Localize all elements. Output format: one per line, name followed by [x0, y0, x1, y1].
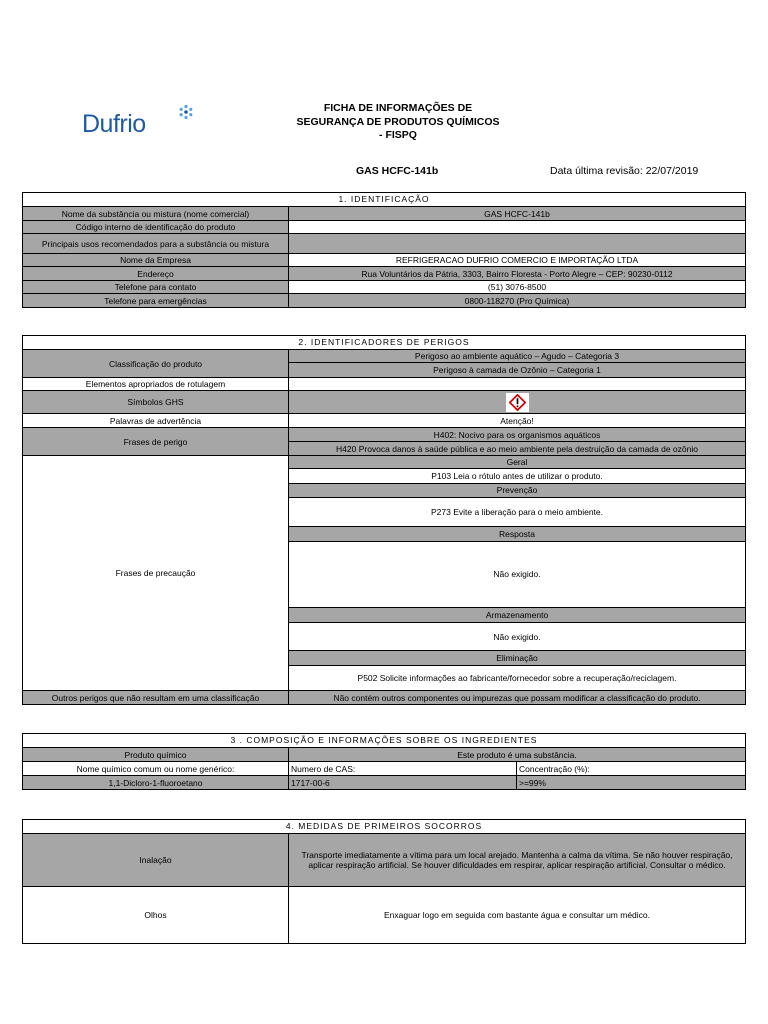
advertencia-label: Palavras de advertência [23, 414, 289, 427]
precaucao-resposta-title: Resposta [289, 527, 745, 542]
classificacao-label: Classificação do produto [23, 350, 289, 377]
table-row [23, 207, 745, 221]
outros-perigos-value: Não contém outros componentes ou impurezas que possam modificar a classificação do produto. [333, 692, 701, 703]
simbolos-label: Símbolos GHS [23, 391, 289, 413]
precaucao-label: Frases de precaução [23, 456, 289, 690]
row-label: Nome da substância ou mistura (nome comercial) [23, 207, 289, 220]
precaucao-eliminacao-text: P502 Solicite informações ao fabricante/fornecedor sobre a recuperação/reciclagem. [289, 666, 745, 690]
revision-date: Data última revisão: 22/07/2019 [550, 165, 699, 177]
table-row [23, 456, 745, 691]
row-label: Telefone para contato [23, 281, 289, 293]
inalacao-label: Inalação [23, 834, 289, 886]
section-composicao [22, 733, 746, 790]
section-2-heading: 2. IDENTIFICADORES DE PERIGOS [23, 336, 745, 350]
rotulagem-label: Elementos apropriados de rotulagem [23, 378, 289, 390]
ghs-exclamation-icon [509, 394, 526, 411]
title-line-3: - FISPQ [379, 129, 417, 141]
section-identificacao [22, 192, 746, 308]
precaucao-armazenamento-text: Não exigido. [289, 623, 745, 651]
table-row [23, 391, 745, 414]
precaucao-prevencao-title: Prevenção [289, 484, 745, 498]
section-4-heading: 4. MEDIDAS DE PRIMEIROS SOCORROS [23, 820, 745, 834]
nome-quimico-value: 1,1-Dicloro-1-fluoroetano [23, 776, 289, 789]
table-row [23, 267, 745, 281]
cas-value: 1717-00-6 [289, 776, 517, 789]
perigo-label: Frases de perigo [23, 428, 289, 455]
table-row [23, 428, 745, 456]
table-row [23, 350, 745, 378]
row-value: GAS HCFC-141b [484, 208, 550, 219]
table-row [23, 762, 745, 776]
table-row [23, 234, 745, 254]
logo-snowflake-icon [178, 104, 194, 120]
inalacao-text: Transporte imediatamente a vítima para um local arejado. Mantenha a calma da vítima. Se não houver respiração, aplicar respiração artificial. Se houver dificuldades em respirar, aplicar respiração artificial. Consultar o médico. [301, 850, 733, 870]
section-3-heading: 3 . COMPOSIÇÃO E INFORMAÇÕES SOBRE OS INGREDIENTES [23, 734, 745, 748]
title-line-2: SEGURANÇA DE PRODUTOS QUÍMICOS [296, 115, 500, 128]
rotulagem-value [289, 378, 745, 390]
precaucao-resposta-text: Não exigido. [289, 542, 745, 609]
product-name: GAS HCFC-141b [356, 165, 439, 177]
precaucao-eliminacao-title: Eliminação [289, 651, 745, 666]
row-value [289, 221, 745, 233]
table-row [23, 254, 745, 267]
section-1-heading: 1. IDENTIFICAÇÃO [23, 193, 745, 207]
company-logo [82, 104, 192, 140]
olhos-label: Olhos [23, 887, 289, 943]
table-row [23, 378, 745, 391]
precaucao-prevencao-text: P273 Evite a liberação para o meio ambiente. [289, 498, 745, 527]
table-row [23, 887, 745, 944]
row-label: Principais usos recomendados para a substância ou mistura [23, 234, 289, 253]
table-row [23, 691, 745, 705]
row-label: Endereço [23, 267, 289, 280]
logo-text: Dufrio [82, 110, 146, 138]
col-concentracao-header: Concentração (%): [517, 762, 744, 775]
outros-perigos-label: Outros perigos que não resultam em uma classificação [23, 691, 289, 704]
precaucao-geral-text: P103 Leia o rótulo antes de utilizar o produto. [289, 469, 745, 484]
document-title [248, 102, 548, 143]
olhos-text: Enxaguar logo em seguida com bastante água e consultar um médico. [289, 887, 745, 943]
produto-quimico-label: Produto químico [23, 748, 289, 761]
row-value: 0800-118270 (Pro Química) [464, 295, 570, 306]
concentracao-value: >=99% [519, 777, 546, 788]
table-row [23, 776, 745, 790]
row-value: Rua Voluntários da Pátria, 3303, Bairro Floresta - Porto Alegre – CEP: 90230-0112 [361, 268, 673, 279]
classificacao-value: Perigoso ao ambiente aquático – Agudo – Categoria 3 [289, 350, 745, 363]
precaucao-geral-title: Geral [289, 456, 745, 469]
perigo-value: H402: Nocivo para os organismos aquáticos [289, 428, 745, 442]
precaucao-armazenamento-title: Armazenamento [289, 608, 745, 623]
classificacao-value: Perigoso à camada de Ozônio – Categoria 1 [433, 365, 601, 375]
table-row [23, 294, 745, 308]
produto-quimico-value: Este produto é uma substância. [457, 749, 577, 760]
row-label: Telefone para emergências [23, 294, 289, 307]
table-row [23, 281, 745, 294]
table-row [23, 748, 745, 762]
section-identificadores-perigos [22, 335, 746, 705]
col-cas-header: Numero de CAS: [289, 762, 517, 775]
table-row [23, 221, 745, 234]
row-value: (51) 3076-8500 [289, 281, 745, 293]
simbolos-value [289, 391, 745, 413]
table-row [23, 834, 745, 887]
row-label: Nome da Empresa [23, 254, 289, 266]
section-primeiros-socorros [22, 819, 746, 944]
table-row [23, 414, 745, 428]
advertencia-value: Atenção! [289, 414, 745, 427]
title-line-1: FICHA DE INFORMAÇÕES DE [323, 102, 473, 114]
col-nome-header: Nome químico comum ou nome genérico: [23, 762, 289, 775]
perigo-value: H420 Provoca danos à saúde pública e ao meio ambiente pela destruição da camada de ozônio [336, 443, 698, 454]
row-value: REFRIGERACAO DUFRIO COMERCIO E IMPORTAÇÃO LTDA [289, 254, 745, 266]
row-value [289, 234, 745, 253]
row-label: Código interno de identificação do produto [23, 221, 289, 233]
